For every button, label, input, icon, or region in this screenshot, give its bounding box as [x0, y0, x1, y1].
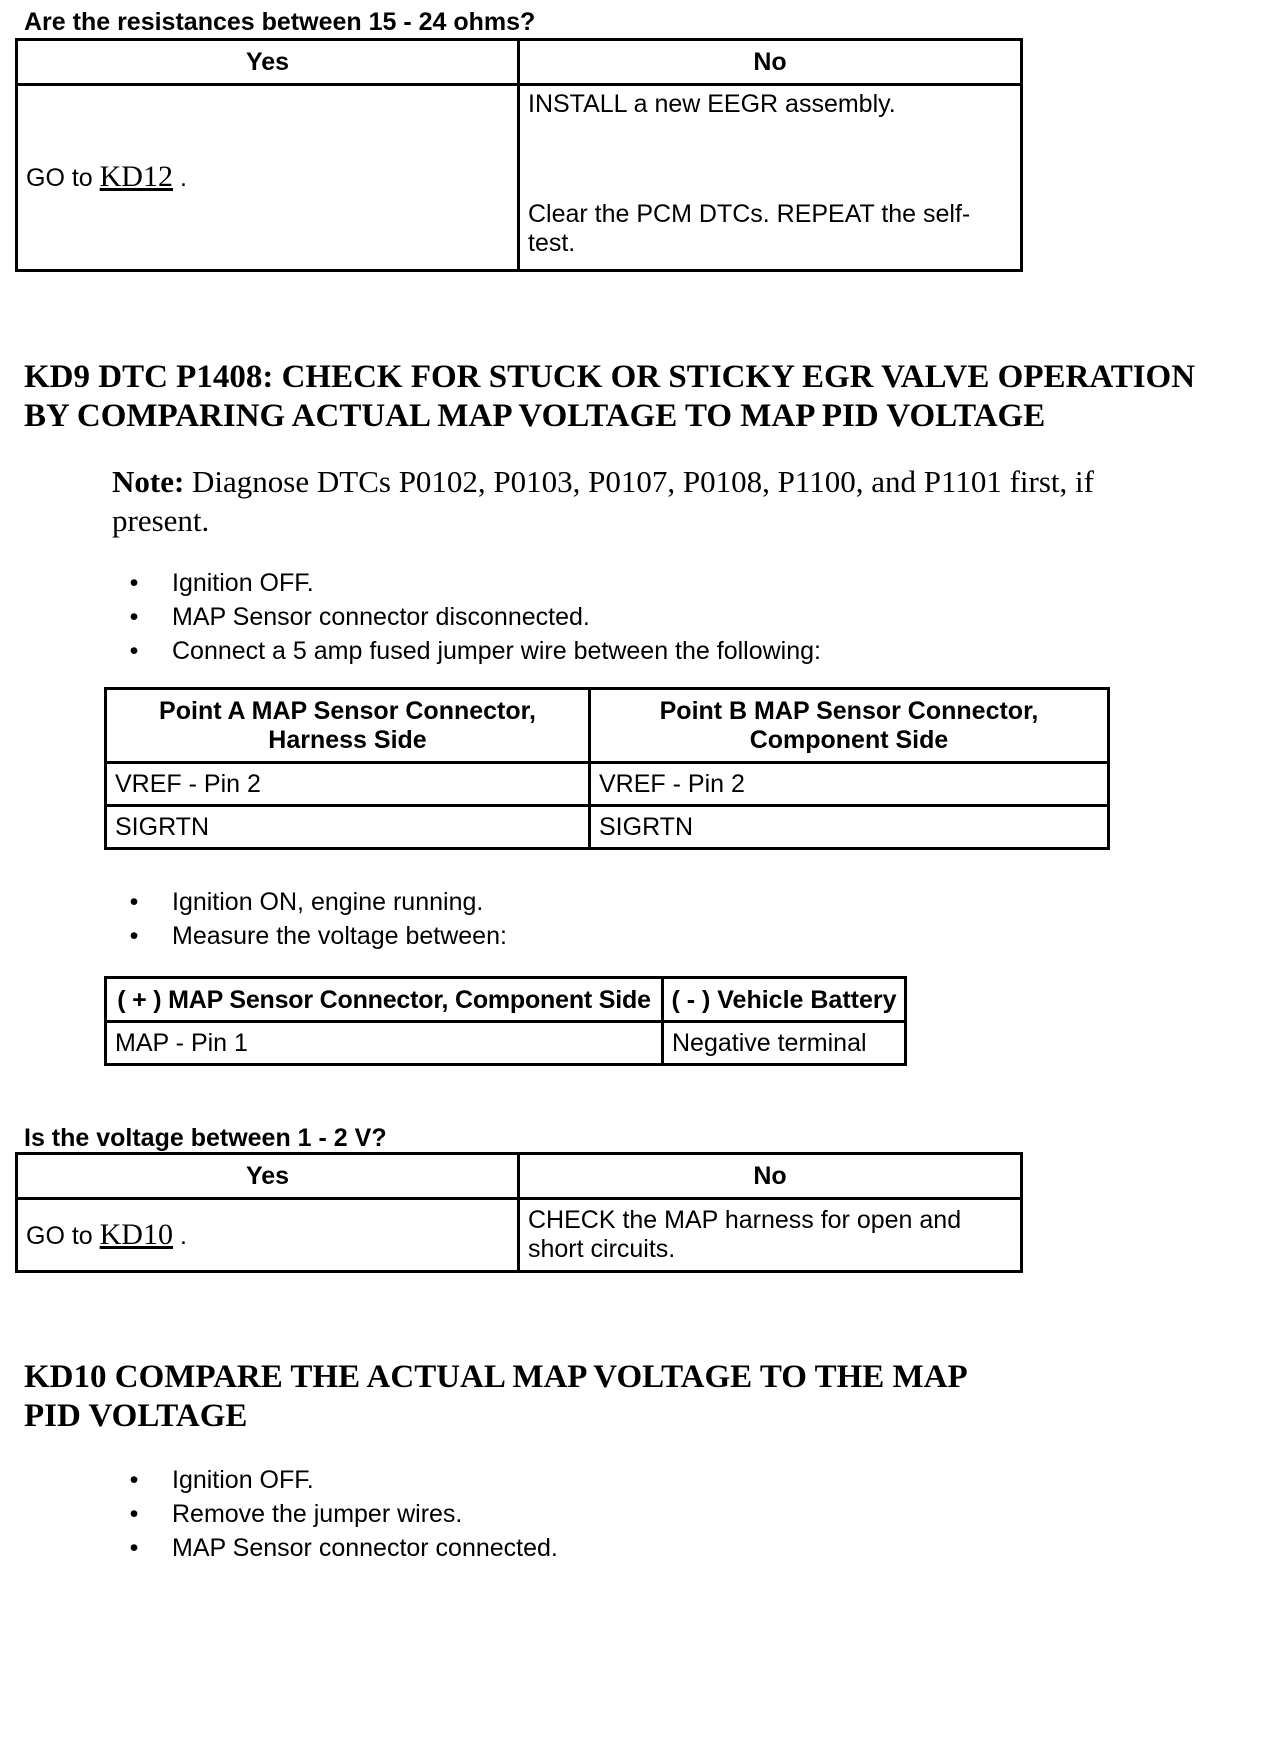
no-cell: CHECK the MAP harness for open and short circuits.	[519, 1199, 1022, 1272]
voltage-question: Is the voltage between 1 - 2 V?	[24, 1124, 387, 1152]
jumper-table	[104, 687, 1110, 850]
kd9-steps-2	[124, 885, 1124, 953]
kd12-link[interactable]: KD12	[99, 160, 173, 193]
step-connect-jumper: • Connect a 5 amp fused jumper wire between the following:	[124, 634, 1124, 668]
step-measure-voltage: • Measure the voltage between:	[124, 919, 1124, 953]
table-cell: SIGRTN	[106, 806, 590, 849]
kd9-heading: KD9 DTC P1408: CHECK FOR STUCK OR STICKY EGR VALVE OPERATION BY COMPARING ACTUAL MAP VOLTAGE TO MAP PID VOLTAGE	[24, 359, 1196, 434]
note-label: Note:	[112, 464, 185, 499]
no-header: No	[519, 1154, 1022, 1199]
step-map-disconnected: • MAP Sensor connector disconnected.	[124, 600, 1124, 634]
period: .	[179, 164, 187, 192]
bullet-icon: •	[129, 1534, 139, 1562]
step-ignition-off: • Ignition OFF.	[124, 1463, 1124, 1497]
voltage-answer-table	[15, 1152, 1023, 1273]
table-cell: MAP - Pin 1	[106, 1022, 663, 1065]
resistance-answer-table	[15, 38, 1023, 272]
table-cell: Negative terminal	[663, 1022, 906, 1065]
point-a-header: Point A MAP Sensor Connector, Harness Side	[106, 689, 590, 763]
table-cell: VREF - Pin 2	[590, 763, 1109, 806]
bullet-icon: •	[129, 1500, 139, 1528]
table-cell: SIGRTN	[590, 806, 1109, 849]
kd10-heading: KD10 COMPARE THE ACTUAL MAP VOLTAGE TO THE MAP PID VOLTAGE	[24, 1359, 966, 1434]
yes-header: Yes	[17, 40, 519, 85]
table-cell: VREF - Pin 2	[106, 763, 590, 806]
step-ignition-on: • Ignition ON, engine running.	[124, 885, 1124, 919]
note-text: Diagnose DTCs P0102, P0103, P0107, P0108, P1100, and P1101 first, if present.	[112, 464, 1094, 538]
yes-cell	[17, 1199, 519, 1272]
no-header: No	[519, 40, 1022, 85]
kd9-note	[112, 462, 1132, 540]
positive-header: ( + ) MAP Sensor Connector, Component Side	[106, 978, 663, 1022]
negative-header: ( - ) Vehicle Battery	[663, 978, 906, 1022]
step-remove-jumpers: • Remove the jumper wires.	[124, 1497, 1124, 1531]
go-to-label: GO to	[26, 1221, 93, 1250]
period: .	[179, 1221, 187, 1250]
kd9-steps-1	[124, 566, 1124, 668]
step-map-connected: • MAP Sensor connector connected.	[124, 1531, 1124, 1565]
bullet-icon: •	[129, 1466, 139, 1494]
yes-cell	[17, 85, 519, 271]
point-b-header: Point B MAP Sensor Connector, Component Side	[590, 689, 1109, 763]
kd10-steps	[124, 1463, 1124, 1565]
yes-header: Yes	[17, 1154, 519, 1199]
no-instruction-clear: Clear the PCM DTCs. REPEAT the self-test.	[528, 200, 971, 257]
bullet-icon: •	[129, 922, 139, 950]
bullet-icon: •	[129, 603, 139, 631]
go-to-label: GO to	[26, 164, 93, 192]
no-cell	[519, 85, 1022, 271]
resistance-question: Are the resistances between 15 - 24 ohms?	[24, 8, 536, 36]
bullet-icon: •	[129, 888, 139, 916]
kd10-link[interactable]: KD10	[99, 1217, 173, 1251]
no-instruction-install: INSTALL a new EEGR assembly.	[528, 90, 896, 118]
bullet-icon: •	[129, 569, 139, 597]
bullet-icon: •	[129, 637, 139, 665]
step-ignition-off: • Ignition OFF.	[124, 566, 1124, 600]
measure-table	[104, 976, 907, 1066]
